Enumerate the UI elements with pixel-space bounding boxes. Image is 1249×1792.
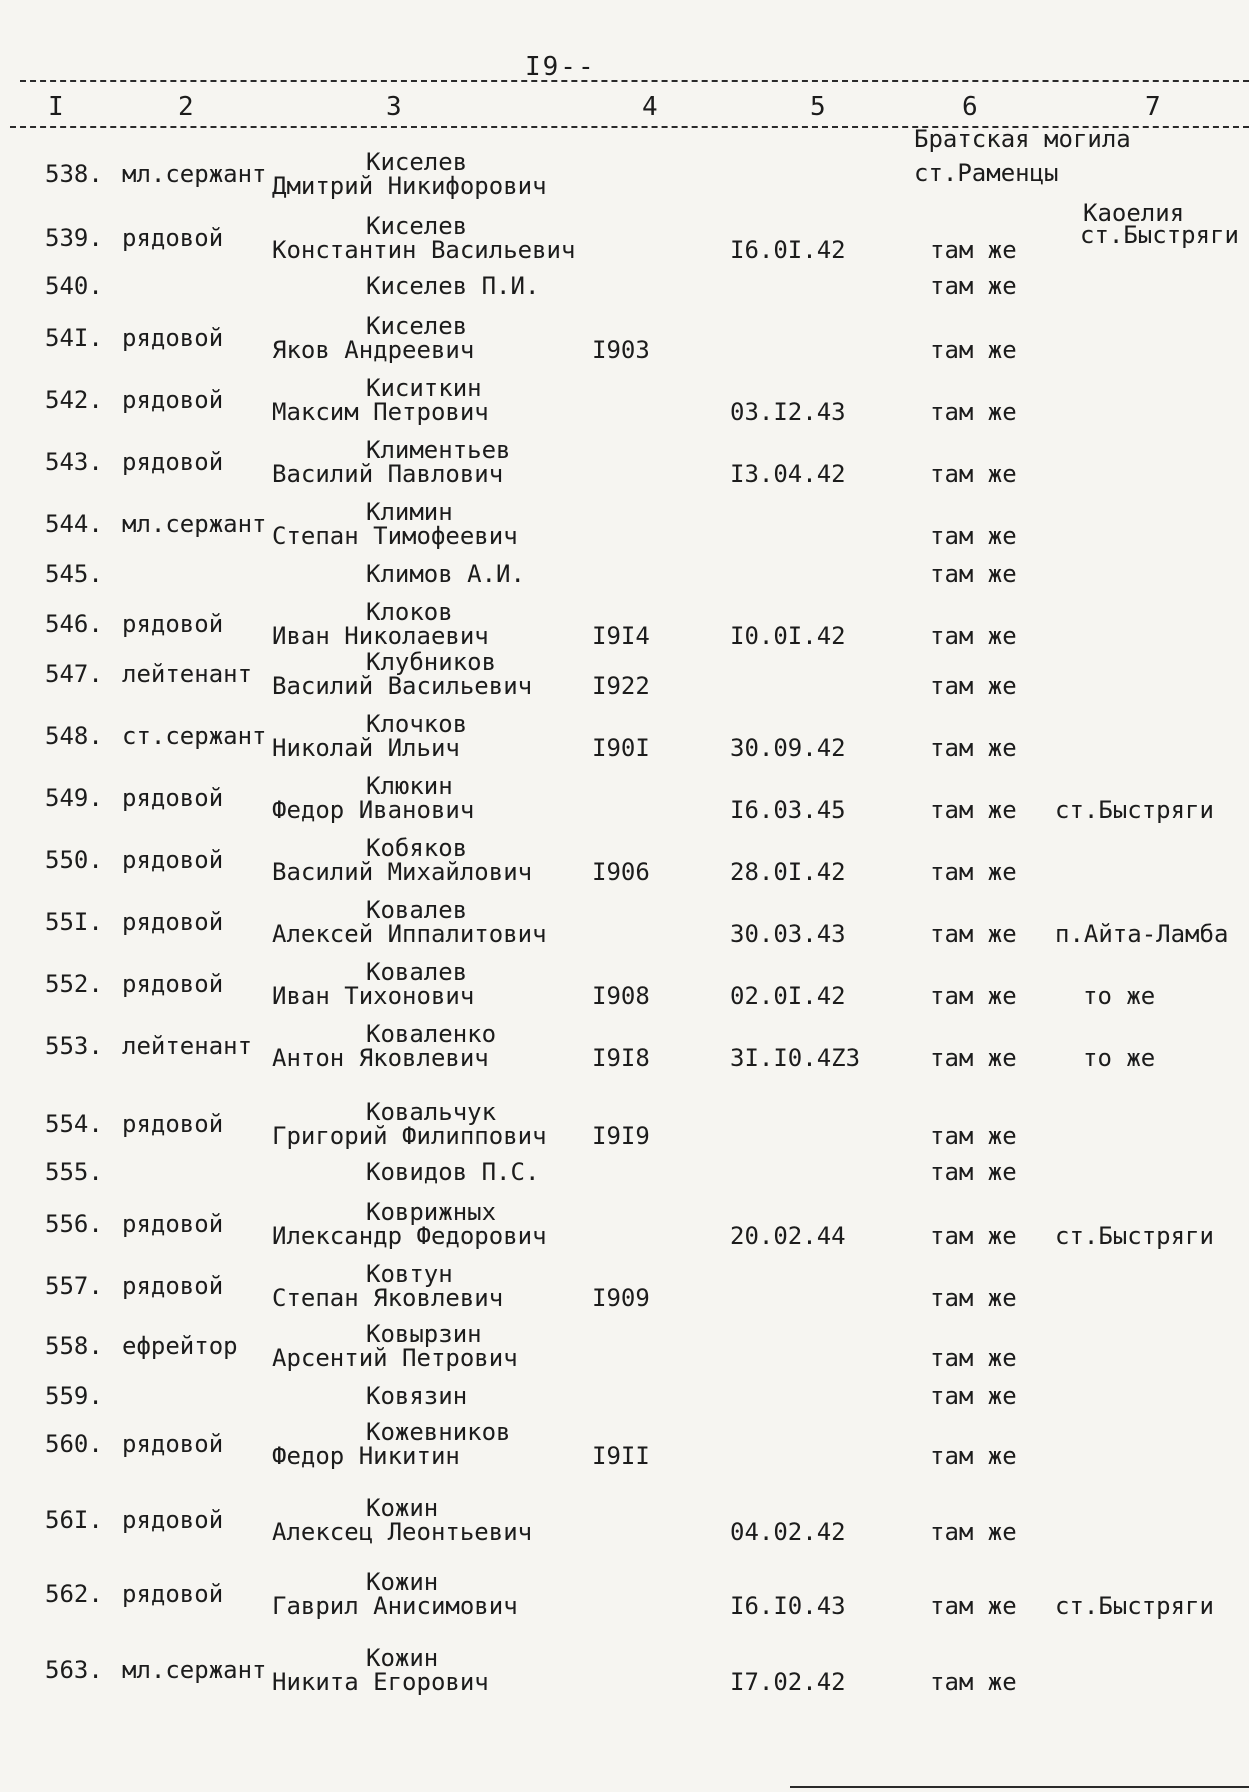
entry-given-name: Степан Тимофеевич — [272, 522, 518, 550]
entry-surname: Климов А.И. — [366, 560, 525, 588]
entry-burial-place: там же — [930, 398, 1017, 426]
entry-number: 547. — [45, 660, 103, 688]
column-number-6: 6 — [962, 92, 978, 122]
entry-burial-place: там же — [930, 734, 1017, 762]
list-item — [0, 1494, 1249, 1554]
list-item — [0, 1198, 1249, 1258]
entry-surname: Клочков — [366, 710, 468, 738]
entry-rank: рядовой — [122, 908, 224, 936]
entry-given-name: Яков Андреевич — [272, 336, 475, 364]
column-header-row — [10, 92, 1249, 128]
entry-given-name: Алексей Иппалитович — [272, 920, 547, 948]
entry-number: 557. — [45, 1272, 103, 1300]
entry-surname: Киселев — [366, 148, 468, 176]
entry-surname: Клубников — [366, 648, 497, 676]
entry-death-date: 30.03.43 — [730, 920, 846, 948]
list-item — [0, 212, 1249, 272]
entry-burial-place: там же — [930, 622, 1017, 650]
entry-rank: лейтенант — [122, 1032, 253, 1060]
entry-burial-place: там же — [930, 1344, 1017, 1372]
entry-surname: Киселев П.И. — [366, 272, 540, 300]
entry-number: 562. — [45, 1580, 103, 1608]
entry-rank: мл.сержант — [122, 1656, 267, 1684]
entry-given-name: Алексец Леонтьевич — [272, 1518, 533, 1546]
entry-number: 543. — [45, 448, 103, 476]
entry-burial-place: там же — [930, 522, 1017, 550]
entry-death-date: I0.0I.42 — [730, 622, 846, 650]
entry-given-name: Илександр Федорович — [272, 1222, 547, 1250]
entry-burial-place: там же — [930, 796, 1017, 824]
entry-given-name: Максим Петрович — [272, 398, 489, 426]
entry-number: 54I. — [45, 324, 103, 352]
entry-burial-place: там же — [930, 1044, 1017, 1072]
entry-given-name: Никита Егорович — [272, 1668, 489, 1696]
entry-rank: рядовой — [122, 448, 224, 476]
entry-rank: рядовой — [122, 970, 224, 998]
entry-number: 554. — [45, 1110, 103, 1138]
entry-surname: Клоков — [366, 598, 453, 626]
column-6-heading: Братская могила — [914, 125, 1131, 153]
entry-burial-place: там же — [930, 1592, 1017, 1620]
list-item — [0, 436, 1249, 496]
entry-number: 548. — [45, 722, 103, 750]
list-item — [0, 896, 1249, 956]
header-top-rule — [20, 80, 1249, 82]
entry-surname: Ковидов П.С. — [366, 1158, 540, 1186]
entry-number: 544. — [45, 510, 103, 538]
entry-burial-place: там же — [930, 1518, 1017, 1546]
entry-birth-year: I903 — [592, 336, 650, 364]
entry-birth-year: I922 — [592, 672, 650, 700]
entry-birth-year: I9I8 — [592, 1044, 650, 1072]
column-number-5: 5 — [810, 92, 826, 122]
entry-surname: Ковязин — [366, 1382, 468, 1410]
entry-burial-place: там же — [930, 336, 1017, 364]
entry-death-date: 3I.I0.4Z3 — [730, 1044, 861, 1072]
list-item — [0, 648, 1249, 708]
entry-surname: Киселев — [366, 312, 468, 340]
column-7-subheading: ст.Быстряги — [1080, 221, 1239, 249]
entry-rank: рядовой — [122, 784, 224, 812]
entry-number: 556. — [45, 1210, 103, 1238]
entry-burial-place: там же — [930, 1382, 1017, 1410]
entry-number: 540. — [45, 272, 103, 300]
entry-death-date: 20.02.44 — [730, 1222, 846, 1250]
entry-given-name: Гаврил Анисимович — [272, 1592, 518, 1620]
list-item — [0, 710, 1249, 770]
column-number-4: 4 — [642, 92, 658, 122]
entry-burial-place: там же — [930, 460, 1017, 488]
entry-note: ст.Быстряги — [1055, 1222, 1214, 1250]
entry-given-name: Арсентий Петрович — [272, 1344, 518, 1372]
footer-rule — [790, 1786, 1249, 1788]
entry-surname: Киситкин — [366, 374, 482, 402]
entry-death-date: 04.02.42 — [730, 1518, 846, 1546]
entry-given-name: Василий Михайлович — [272, 858, 533, 886]
list-item — [0, 1020, 1249, 1080]
entry-rank: лейтенант — [122, 660, 253, 688]
list-item — [0, 1418, 1249, 1478]
entry-burial-place: там же — [930, 236, 1017, 264]
list-item — [0, 834, 1249, 894]
entry-burial-place: там же — [930, 920, 1017, 948]
entry-surname: Кожин — [366, 1644, 439, 1672]
entry-surname: Ковалев — [366, 896, 468, 924]
entry-surname: Клюкин — [366, 772, 453, 800]
entry-number: 560. — [45, 1430, 103, 1458]
entry-burial-place: там же — [930, 1284, 1017, 1312]
list-item — [0, 1320, 1249, 1380]
list-item — [0, 1260, 1249, 1320]
entry-given-name: Иван Николаевич — [272, 622, 489, 650]
entry-given-name: Василий Васильевич — [272, 672, 533, 700]
entry-number: 549. — [45, 784, 103, 812]
entry-note: п.Айта-Ламба — [1055, 920, 1229, 948]
list-item — [0, 1644, 1249, 1704]
entry-number: 545. — [45, 560, 103, 588]
entry-rank: рядовой — [122, 846, 224, 874]
column-number-3: 3 — [386, 92, 402, 122]
entry-burial-place: там же — [930, 1222, 1017, 1250]
entry-given-name: Антон Яковлевич — [272, 1044, 489, 1072]
entry-death-date: I7.02.42 — [730, 1668, 846, 1696]
entry-death-date: 03.I2.43 — [730, 398, 846, 426]
entry-birth-year: I908 — [592, 982, 650, 1010]
entry-surname: Кожевников — [366, 1418, 511, 1446]
entry-surname: Ковтун — [366, 1260, 453, 1288]
entry-death-date: I6.0I.42 — [730, 236, 846, 264]
entry-birth-year: I909 — [592, 1284, 650, 1312]
entry-rank: мл.сержант — [122, 160, 267, 188]
entry-surname: Кобяков — [366, 834, 468, 862]
entry-number: 552. — [45, 970, 103, 998]
entry-number: 553. — [45, 1032, 103, 1060]
entry-burial-place: там же — [930, 1668, 1017, 1696]
entry-death-date: 30.09.42 — [730, 734, 846, 762]
entry-rank: ефрейтор — [122, 1332, 238, 1360]
entry-given-name: Василий Павлович — [272, 460, 504, 488]
entry-number: 558. — [45, 1332, 103, 1360]
entry-number: 55I. — [45, 908, 103, 936]
entry-surname: Ковалев — [366, 958, 468, 986]
entry-rank: ст.сержант — [122, 722, 267, 750]
entry-surname: Коваленко — [366, 1020, 497, 1048]
list-item — [0, 772, 1249, 832]
entry-surname: Кожин — [366, 1494, 439, 1522]
column-6-subheading: ст.Раменцы — [914, 159, 1059, 187]
entry-burial-place: там же — [930, 1442, 1017, 1470]
entry-number: 539. — [45, 224, 103, 252]
entry-burial-place: там же — [930, 982, 1017, 1010]
entry-rank: рядовой — [122, 1210, 224, 1238]
entry-number: 559. — [45, 1382, 103, 1410]
entry-death-date: I6.I0.43 — [730, 1592, 846, 1620]
entry-number: 56I. — [45, 1506, 103, 1534]
entry-death-date: I6.03.45 — [730, 796, 846, 824]
list-item — [0, 1568, 1249, 1628]
entry-rank: рядовой — [122, 1110, 224, 1138]
list-item — [0, 958, 1249, 1018]
page-number: I9-- — [525, 52, 596, 82]
column-number-2: 2 — [178, 92, 194, 122]
entry-death-date: I3.04.42 — [730, 460, 846, 488]
entry-rank: рядовой — [122, 610, 224, 638]
entry-birth-year: I90I — [592, 734, 650, 762]
entry-rank: мл.сержант — [122, 510, 267, 538]
entry-given-name: Константин Васильевич — [272, 236, 576, 264]
entry-burial-place: там же — [930, 672, 1017, 700]
entry-number: 555. — [45, 1158, 103, 1186]
entry-burial-place: там же — [930, 858, 1017, 886]
entry-death-date: 02.0I.42 — [730, 982, 846, 1010]
entry-birth-year: I9I9 — [592, 1122, 650, 1150]
entry-number: 542. — [45, 386, 103, 414]
entry-given-name: Иван Тихонович — [272, 982, 475, 1010]
entry-number: 563. — [45, 1656, 103, 1684]
entry-number: 546. — [45, 610, 103, 638]
entry-surname: Коврижных — [366, 1198, 497, 1226]
entry-rank: рядовой — [122, 1580, 224, 1608]
column-7-heading: Каоелия — [1083, 199, 1185, 227]
list-item — [0, 374, 1249, 434]
column-number-7: 7 — [1145, 92, 1161, 122]
entry-given-name: Дмитрий Никифорович — [272, 172, 547, 200]
column-number-1: I — [48, 92, 64, 122]
entry-given-name: Федор Иванович — [272, 796, 475, 824]
entry-surname: Ковырзин — [366, 1320, 482, 1348]
entry-number: 550. — [45, 846, 103, 874]
entry-given-name: Григорий Филиппович — [272, 1122, 547, 1150]
entry-burial-place: там же — [930, 560, 1017, 588]
entry-note: ст.Быстряги — [1055, 1592, 1214, 1620]
list-item — [0, 312, 1249, 372]
entry-birth-year: I906 — [592, 858, 650, 886]
entry-note: то же — [1083, 982, 1156, 1010]
entry-rank: рядовой — [122, 324, 224, 352]
entry-burial-place: там же — [930, 272, 1017, 300]
entry-rank: рядовой — [122, 1506, 224, 1534]
entry-surname: Климентьев — [366, 436, 511, 464]
entry-number: 538. — [45, 160, 103, 188]
list-item — [0, 148, 1249, 208]
entry-given-name: Федор Никитин — [272, 1442, 460, 1470]
entry-rank: рядовой — [122, 224, 224, 252]
list-item — [0, 1098, 1249, 1158]
entry-death-date: 28.0I.42 — [730, 858, 846, 886]
entry-given-name: Степан Яковлевич — [272, 1284, 504, 1312]
entry-burial-place: там же — [930, 1158, 1017, 1186]
entry-surname: Ковальчук — [366, 1098, 497, 1126]
entry-rank: рядовой — [122, 1272, 224, 1300]
list-item — [0, 498, 1249, 558]
entry-burial-place: там же — [930, 1122, 1017, 1150]
entry-note: ст.Быстряги — [1055, 796, 1214, 824]
entry-birth-year: I9II — [592, 1442, 650, 1470]
entry-given-name: Николай Ильич — [272, 734, 460, 762]
entry-surname: Кожин — [366, 1568, 439, 1596]
entry-rank: рядовой — [122, 386, 224, 414]
entry-birth-year: I9I4 — [592, 622, 650, 650]
entry-surname: Киселев — [366, 212, 468, 240]
entry-surname: Климин — [366, 498, 453, 526]
entry-note: то же — [1083, 1044, 1156, 1072]
entry-rank: рядовой — [122, 1430, 224, 1458]
